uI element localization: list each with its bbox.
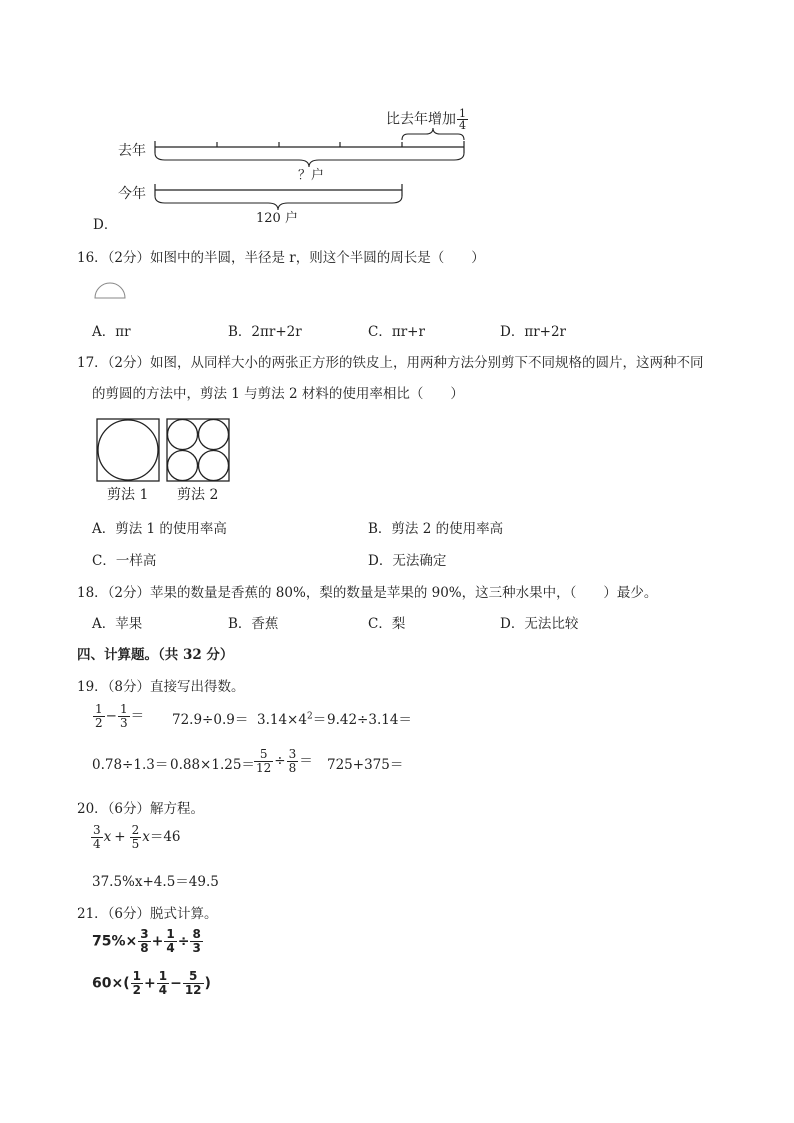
q17-option-b: B．剪法 2 的使用率高 xyxy=(368,521,504,537)
fraction-denominator: 3 xyxy=(192,941,201,955)
fraction-denominator: 12 xyxy=(184,983,202,997)
fraction-numerator: 8 xyxy=(192,927,201,941)
q21-expression-1 xyxy=(92,928,204,955)
cut-method-1-figure xyxy=(96,418,160,486)
fraction-numerator: 5 xyxy=(259,747,268,761)
fraction-denominator: 4 xyxy=(158,983,168,997)
q20-stem: 20．（6分）解方程。 xyxy=(77,801,205,817)
operator: ÷ xyxy=(274,753,286,769)
equals-sign: ＝ xyxy=(299,753,313,769)
last-year-label: 去年 xyxy=(118,143,146,159)
cut-method-2-figure xyxy=(166,418,230,486)
variable: x xyxy=(142,829,150,845)
diagram-top-label xyxy=(386,108,469,131)
equals-sign: ＝ xyxy=(312,712,327,728)
increase-label: 比去年增加 xyxy=(386,111,456,128)
fraction-numerator: 5 xyxy=(188,969,198,983)
q21-stem: 21．（6分）脱式计算。 xyxy=(77,906,218,922)
fraction-numerator: 1 xyxy=(166,927,175,941)
fraction-numerator: 1 xyxy=(119,702,128,716)
q18-option-c: C．梨 xyxy=(368,616,406,632)
q17-option-d: D．无法确定 xyxy=(368,553,447,569)
q18-option-d: D．无法比较 xyxy=(500,616,579,632)
fraction-numerator: 1 xyxy=(95,702,103,716)
option-d-letter: D． xyxy=(93,217,118,233)
q19-item-3 xyxy=(257,708,326,728)
equation-rhs: ＝46 xyxy=(149,829,181,845)
q20-equation-2: 37.5%x+4.5＝49.5 xyxy=(92,874,219,890)
q18-option-a: A．苹果 xyxy=(92,616,143,632)
this-year-label: 今年 xyxy=(118,186,146,202)
q16-option-b: B．2πr+2r xyxy=(228,324,302,340)
operator: + xyxy=(143,975,156,992)
operator: ÷ xyxy=(177,933,190,950)
fraction-denominator: 8 xyxy=(140,941,149,955)
q19-stem: 19．（8分）直接写出得数。 xyxy=(77,679,245,695)
fraction-numerator: 1 xyxy=(132,969,141,983)
q16-option-c: C．πr+r xyxy=(368,324,425,340)
q17-option-c: C．一样高 xyxy=(92,553,157,569)
expression-part: 75%× xyxy=(92,933,138,950)
operator: − xyxy=(105,708,117,724)
fraction-denominator: 5 xyxy=(131,837,140,851)
q19-item-8: 725+375＝ xyxy=(327,757,404,773)
expression-part: 60×( xyxy=(92,975,130,992)
fraction-denominator: 4 xyxy=(166,941,175,955)
q19-item-4: 9.42÷3.14＝ xyxy=(327,712,412,728)
fraction-numerator: 3 xyxy=(140,927,149,941)
cut-method-1-caption: 剪法 1 xyxy=(107,487,149,503)
q19-item-7 xyxy=(253,748,313,775)
q20-equation-1 xyxy=(90,824,181,851)
q19-item-5: 0.78÷1.3＝ xyxy=(92,757,169,773)
this-year-households-label: 120 户 xyxy=(256,211,298,226)
fraction-numerator: 3 xyxy=(93,823,101,837)
fraction-numerator: 1 xyxy=(459,107,466,120)
fraction-denominator: 2 xyxy=(95,716,103,730)
variable: x xyxy=(103,829,112,845)
q16-option-a: A．πr xyxy=(92,324,131,340)
fraction-denominator: 3 xyxy=(119,716,128,730)
fraction-denominator: 4 xyxy=(93,837,101,851)
unknown-households-label: ？户 xyxy=(298,168,325,183)
fraction-denominator: 12 xyxy=(256,761,272,775)
fraction-numerator: 3 xyxy=(288,747,297,761)
power-base: 3.14×4 xyxy=(257,712,307,728)
q17-stem-line1: 17．（2分）如图，从同样大小的两张正方形的铁皮上，用两种方法分别剪下不同规格的圆片，这两种不同 xyxy=(77,355,704,371)
q19-item-1 xyxy=(92,703,144,730)
section-title: 四、计算题。（共 32 分） xyxy=(77,647,234,663)
q16-stem: 16．（2分）如图中的半圆，半径是 r，则这个半圆的周长是（ ） xyxy=(77,250,485,266)
q18-stem: 18．（2分）苹果的数量是香蕉的 80%，梨的数量是苹果的 90%，这三种水果中，（ ）最少。 xyxy=(77,585,658,601)
fraction-denominator: 4 xyxy=(459,119,466,132)
semicircle-figure xyxy=(92,280,128,306)
operator: − xyxy=(170,975,182,992)
expression-part: ) xyxy=(204,975,211,992)
fraction-numerator: 1 xyxy=(158,969,168,983)
equals-sign: ＝ xyxy=(130,708,145,724)
operator: + xyxy=(151,933,164,950)
q19-item-2: 72.9÷0.9＝ xyxy=(172,712,249,728)
q21-expression-2 xyxy=(92,970,211,997)
fraction-denominator: 8 xyxy=(288,761,297,775)
operator: + xyxy=(114,829,126,845)
q17-option-a: A．剪法 1 的使用率高 xyxy=(92,521,227,537)
fraction-denominator: 2 xyxy=(132,983,141,997)
q18-option-b: B．香蕉 xyxy=(228,616,279,632)
increase-fraction xyxy=(457,108,468,131)
fraction-numerator: 2 xyxy=(131,823,140,837)
cut-method-2-caption: 剪法 2 xyxy=(177,487,219,503)
q17-stem-line2: 的剪圆的方法中，剪法 1 与剪法 2 材料的使用率相比（ ） xyxy=(92,386,464,402)
q16-option-d: D．πr+2r xyxy=(500,324,567,340)
power-exponent: 2 xyxy=(306,711,313,722)
q19-item-6: 0.88×1.25＝ xyxy=(170,757,255,773)
